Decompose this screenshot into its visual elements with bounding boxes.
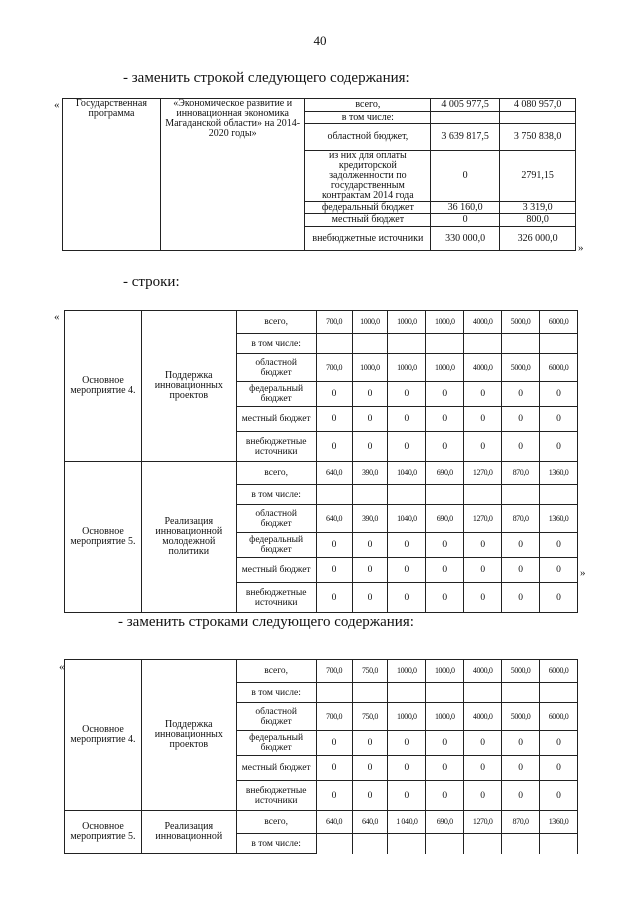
event-label: Основное мероприятие 4. xyxy=(65,311,142,462)
open-quote: « xyxy=(54,311,60,323)
cell-value: 0 xyxy=(426,382,464,407)
cell-value: 0 xyxy=(388,432,426,462)
cell-value: 3 639 817,5 xyxy=(431,124,500,151)
cell-value: 4000,0 xyxy=(464,660,502,683)
row-label: всего, xyxy=(305,99,431,112)
cell-value: 5000,0 xyxy=(502,703,540,731)
cell-value: 1000,0 xyxy=(426,311,464,334)
cell-value: 640,0 xyxy=(316,811,352,834)
open-quote: « xyxy=(59,661,65,673)
cell-value: 5000,0 xyxy=(502,660,540,683)
cell-value: 0 xyxy=(388,731,426,756)
cell-value xyxy=(540,334,578,354)
cell-value xyxy=(540,683,578,703)
event-label: Основное мероприятие 5. xyxy=(65,811,142,854)
cell-value: 0 xyxy=(431,214,500,227)
heading-rows: - строки: xyxy=(123,274,180,290)
cell-value: 1360,0 xyxy=(540,462,578,485)
cell-value: 0 xyxy=(426,756,464,781)
cell-value: 0 xyxy=(464,583,502,613)
cell-value: 4000,0 xyxy=(464,354,502,382)
cell-value: 5000,0 xyxy=(502,354,540,382)
new-rows-table xyxy=(64,659,578,854)
cell-value: 0 xyxy=(502,731,540,756)
cell-value: 330 000,0 xyxy=(431,227,500,251)
cell-value: 0 xyxy=(426,558,464,583)
cell-value: 1270,0 xyxy=(464,462,502,485)
cell-value xyxy=(316,485,352,505)
cell-value: 1000,0 xyxy=(388,354,426,382)
row-label: федеральный бюджет xyxy=(236,533,316,558)
cell-value xyxy=(316,683,352,703)
cell-value xyxy=(426,485,464,505)
row-label: областной бюджет xyxy=(236,505,316,533)
cell-value: 0 xyxy=(388,407,426,432)
cell-value: 700,0 xyxy=(316,660,352,683)
cell-value: 0 xyxy=(502,583,540,613)
cell-value xyxy=(540,834,578,854)
cell-value: 1000,0 xyxy=(388,311,426,334)
close-quote: » xyxy=(580,567,586,579)
cell-value: 390,0 xyxy=(352,505,388,533)
program-type: Государственная программа xyxy=(63,99,161,251)
row-label: из них для оплаты кредиторской задолженности по государственным контрактам 2014 года xyxy=(305,151,431,202)
row-label: федеральный бюджет xyxy=(236,731,316,756)
cell-value: 0 xyxy=(426,407,464,432)
cell-value xyxy=(431,112,500,124)
cell-value: 0 xyxy=(540,432,578,462)
cell-value: 690,0 xyxy=(426,811,464,834)
cell-value: 0 xyxy=(464,731,502,756)
row-label: всего, xyxy=(236,660,316,683)
cell-value: 1000,0 xyxy=(388,660,426,683)
cell-value xyxy=(540,485,578,505)
cell-value: 1360,0 xyxy=(540,811,578,834)
cell-value: 0 xyxy=(464,407,502,432)
cell-value: 0 xyxy=(316,382,352,407)
row-label: местный бюджет xyxy=(305,214,431,227)
cell-value: 0 xyxy=(502,432,540,462)
cell-value: 0 xyxy=(502,781,540,811)
event-label: Основное мероприятие 5. xyxy=(65,462,142,613)
cell-value: 36 160,0 xyxy=(431,202,500,214)
cell-value: 6000,0 xyxy=(540,660,578,683)
row-label: областной бюджет xyxy=(236,354,316,382)
cell-value: 0 xyxy=(388,558,426,583)
cell-value: 870,0 xyxy=(502,462,540,485)
cell-value: 0 xyxy=(316,781,352,811)
cell-value: 0 xyxy=(316,731,352,756)
cell-value: 750,0 xyxy=(352,660,388,683)
cell-value: 0 xyxy=(352,382,388,407)
cell-value xyxy=(388,834,426,854)
cell-value: 700,0 xyxy=(316,703,352,731)
cell-value xyxy=(352,834,388,854)
row-label: внебюджетные источники xyxy=(236,781,316,811)
cell-value xyxy=(316,834,352,854)
cell-value: 0 xyxy=(316,407,352,432)
cell-value: 0 xyxy=(502,407,540,432)
row-label: местный бюджет xyxy=(236,407,316,432)
cell-value: 6000,0 xyxy=(540,311,578,334)
row-label: в том числе: xyxy=(305,112,431,124)
cell-value: 0 xyxy=(426,432,464,462)
old-rows-table xyxy=(64,310,578,613)
cell-value xyxy=(352,683,388,703)
cell-value: 0 xyxy=(352,731,388,756)
cell-value: 1000,0 xyxy=(426,703,464,731)
cell-value xyxy=(388,683,426,703)
cell-value: 0 xyxy=(388,533,426,558)
cell-value: 640,0 xyxy=(316,505,352,533)
cell-value: 690,0 xyxy=(426,505,464,533)
row-label: областной бюджет xyxy=(236,703,316,731)
event-name: Поддержка инновационных проектов xyxy=(141,311,236,462)
cell-value: 0 xyxy=(426,533,464,558)
cell-value: 4000,0 xyxy=(464,311,502,334)
event-label: Основное мероприятие 4. xyxy=(65,660,142,811)
row-label: всего, xyxy=(236,811,316,834)
row-label: внебюджетные источники xyxy=(236,583,316,613)
cell-value: 0 xyxy=(540,533,578,558)
close-quote: » xyxy=(578,242,584,254)
row-label: в том числе: xyxy=(236,683,316,703)
cell-value: 0 xyxy=(388,756,426,781)
cell-value xyxy=(500,112,576,124)
row-label: местный бюджет xyxy=(236,756,316,781)
cell-value xyxy=(502,683,540,703)
row-label: федеральный бюджет xyxy=(236,382,316,407)
cell-value: 0 xyxy=(464,558,502,583)
cell-value xyxy=(352,334,388,354)
cell-value xyxy=(502,834,540,854)
cell-value: 0 xyxy=(540,382,578,407)
cell-value: 0 xyxy=(426,583,464,613)
cell-value xyxy=(464,683,502,703)
cell-value: 390,0 xyxy=(352,462,388,485)
cell-value: 3 750 838,0 xyxy=(500,124,576,151)
cell-value: 0 xyxy=(352,407,388,432)
cell-value: 5000,0 xyxy=(502,311,540,334)
heading-replace-rows: - заменить строками следующего содержания: xyxy=(118,614,414,630)
cell-value: 700,0 xyxy=(316,311,352,334)
cell-value: 1000,0 xyxy=(388,703,426,731)
row-label: областной бюджет, xyxy=(305,124,431,151)
cell-value xyxy=(352,485,388,505)
cell-value: 0 xyxy=(316,432,352,462)
row-label: федеральный бюджет xyxy=(305,202,431,214)
cell-value: 640,0 xyxy=(316,462,352,485)
heading-replace-row: - заменить строкой следующего содержания: xyxy=(123,70,410,86)
event-name: Реализация инновационной молодежной политики xyxy=(141,462,236,613)
cell-value: 0 xyxy=(540,583,578,613)
cell-value: 640,0 xyxy=(352,811,388,834)
event-name: Реализация инновационной xyxy=(141,811,236,854)
cell-value: 1000,0 xyxy=(352,311,388,334)
cell-value: 6000,0 xyxy=(540,354,578,382)
cell-value xyxy=(464,485,502,505)
cell-value: 1270,0 xyxy=(464,505,502,533)
cell-value: 0 xyxy=(352,533,388,558)
cell-value: 0 xyxy=(388,583,426,613)
program-table xyxy=(62,98,576,251)
cell-value: 0 xyxy=(352,432,388,462)
cell-value: 0 xyxy=(502,756,540,781)
cell-value: 0 xyxy=(464,756,502,781)
cell-value xyxy=(388,334,426,354)
row-label: внебюджетные источники xyxy=(305,227,431,251)
cell-value: 870,0 xyxy=(502,505,540,533)
cell-value: 0 xyxy=(316,756,352,781)
cell-value: 0 xyxy=(540,558,578,583)
program-name: «Экономическое развитие и инновационная экономика Магаданской области» на 2014-2020 годы» xyxy=(160,99,305,251)
cell-value: 700,0 xyxy=(316,354,352,382)
cell-value xyxy=(426,834,464,854)
cell-value: 750,0 xyxy=(352,703,388,731)
open-quote: « xyxy=(54,99,60,111)
cell-value: 0 xyxy=(502,533,540,558)
cell-value: 0 xyxy=(352,756,388,781)
row-label: местный бюджет xyxy=(236,558,316,583)
cell-value: 1270,0 xyxy=(464,811,502,834)
cell-value: 0 xyxy=(464,781,502,811)
row-label: внебюджетные источники xyxy=(236,432,316,462)
cell-value: 690,0 xyxy=(426,462,464,485)
cell-value: 0 xyxy=(388,781,426,811)
cell-value xyxy=(426,334,464,354)
cell-value: 0 xyxy=(352,558,388,583)
cell-value: 1000,0 xyxy=(426,660,464,683)
row-label: в том числе: xyxy=(236,834,316,854)
cell-value: 0 xyxy=(388,382,426,407)
cell-value: 4 005 977,5 xyxy=(431,99,500,112)
cell-value: 0 xyxy=(540,731,578,756)
cell-value: 0 xyxy=(502,558,540,583)
cell-value: 0 xyxy=(316,558,352,583)
cell-value xyxy=(502,485,540,505)
cell-value: 6000,0 xyxy=(540,703,578,731)
cell-value: 0 xyxy=(316,583,352,613)
row-label: всего, xyxy=(236,462,316,485)
cell-value: 0 xyxy=(426,731,464,756)
cell-value: 0 xyxy=(352,781,388,811)
cell-value: 0 xyxy=(352,583,388,613)
cell-value: 4000,0 xyxy=(464,703,502,731)
cell-value: 2791,15 xyxy=(500,151,576,202)
cell-value: 4 080 957,0 xyxy=(500,99,576,112)
row-label: в том числе: xyxy=(236,334,316,354)
cell-value: 326 000,0 xyxy=(500,227,576,251)
cell-value: 1040,0 xyxy=(388,505,426,533)
event-name: Поддержка инновационных проектов xyxy=(141,660,236,811)
cell-value: 1000,0 xyxy=(352,354,388,382)
cell-value: 800,0 xyxy=(500,214,576,227)
cell-value xyxy=(464,334,502,354)
cell-value: 0 xyxy=(464,432,502,462)
cell-value: 0 xyxy=(316,533,352,558)
cell-value: 0 xyxy=(540,781,578,811)
cell-value: 0 xyxy=(431,151,500,202)
cell-value: 0 xyxy=(540,756,578,781)
row-label: всего, xyxy=(236,311,316,334)
cell-value xyxy=(464,834,502,854)
cell-value: 0 xyxy=(502,382,540,407)
cell-value: 1000,0 xyxy=(426,354,464,382)
row-label: в том числе: xyxy=(236,485,316,505)
cell-value: 0 xyxy=(464,382,502,407)
page-number: 40 xyxy=(313,33,327,48)
cell-value xyxy=(316,334,352,354)
cell-value: 0 xyxy=(540,407,578,432)
cell-value: 1040,0 xyxy=(388,462,426,485)
cell-value: 0 xyxy=(426,781,464,811)
cell-value xyxy=(426,683,464,703)
cell-value: 870,0 xyxy=(502,811,540,834)
cell-value: 0 xyxy=(464,533,502,558)
cell-value xyxy=(388,485,426,505)
cell-value: 3 319,0 xyxy=(500,202,576,214)
cell-value: 1 040,0 xyxy=(388,811,426,834)
cell-value xyxy=(502,334,540,354)
cell-value: 1360,0 xyxy=(540,505,578,533)
